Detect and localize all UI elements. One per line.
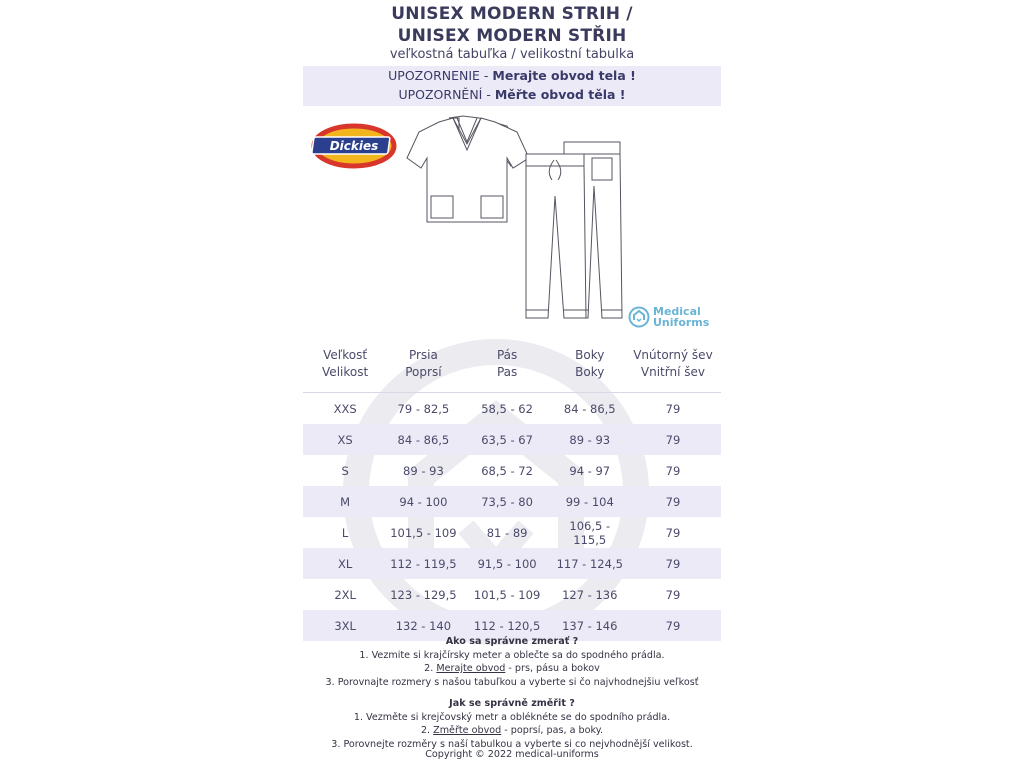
- instructions-sk-heading: Ako sa správne zmerať ?: [445, 636, 579, 647]
- pants-front-drawing: [518, 152, 598, 326]
- cell-size: 2XL: [334, 587, 356, 602]
- table-row: [303, 424, 721, 455]
- copyright: Copyright © 2022 medical-uniforms: [425, 749, 599, 760]
- cell-waist: 81 - 89: [486, 525, 528, 540]
- title-line-2: UNISEX MODERN STŘIH: [397, 26, 627, 46]
- cell-hips: 137 - 146: [555, 610, 625, 641]
- header-inseam: Vnútorný šev Vnitřní šev: [625, 336, 721, 393]
- cell-chest: 89 - 93: [403, 463, 444, 478]
- cell-inseam: 79: [665, 525, 681, 540]
- cell-waist: 101,5 - 109: [473, 587, 541, 602]
- table-row: [303, 455, 721, 486]
- medical-uniforms-logo: [628, 306, 709, 328]
- instructions-sk-step3: 3. Porovnajte rozmery s našou tabuľkou a vyberte si čo najvhodnejšiu veľkosť: [325, 676, 699, 688]
- cell-chest: 84 - 86,5: [387, 424, 459, 455]
- cell-waist: 112 - 120,5: [460, 610, 555, 641]
- size-chart-sheet: [303, 0, 721, 768]
- cell-hips: 106,5 - 115,5: [569, 518, 611, 547]
- cell-hips: 127 - 136: [562, 587, 618, 602]
- medical-uniforms-icon: [628, 306, 650, 328]
- instructions-cz-heading: Jak se správně změřit ?: [449, 698, 575, 709]
- cell-chest: 94 - 100: [387, 486, 459, 517]
- cell-size: XXS: [333, 401, 357, 416]
- instructions-cz: [303, 697, 721, 751]
- cell-inseam: 79: [665, 463, 681, 478]
- instructions-sk: [303, 635, 721, 689]
- cell-inseam: 79: [625, 424, 721, 455]
- cell-waist: 58,5 - 62: [481, 401, 533, 416]
- table-row: [303, 579, 721, 610]
- scrub-top-drawing: [405, 114, 535, 226]
- table-row: [303, 548, 721, 579]
- instructions-sk-step2: 2. Merajte obvod - prs, pásu a bokov: [424, 663, 600, 674]
- cell-hips: 84 - 86,5: [563, 401, 616, 416]
- size-table: [303, 336, 721, 641]
- warning-cz: UPOZORNĚNÍ - Měřte obvod těla !: [398, 87, 626, 102]
- cell-hips: 99 - 104: [555, 486, 625, 517]
- cell-hips: 117 - 124,5: [555, 548, 625, 579]
- dickies-logo: [311, 123, 397, 179]
- cell-waist: 91,5 - 100: [460, 548, 555, 579]
- cell-waist: 68,5 - 72: [481, 463, 533, 478]
- cell-waist: 63,5 - 67: [460, 424, 555, 455]
- header-hips: Boky Boky: [555, 336, 625, 393]
- cell-inseam: 79: [665, 401, 681, 416]
- medical-uniforms-text: Medical Uniforms: [653, 305, 710, 329]
- cell-size: 3XL: [303, 610, 387, 641]
- warning-banner: [303, 66, 721, 106]
- table-row: [303, 517, 721, 548]
- cell-inseam: 79: [625, 610, 721, 641]
- instructions-cz-step3: 3. Porovnejte rozměry s naší tabulkou a vyberte si co nejvhodnější velikost.: [331, 738, 693, 750]
- cell-inseam: 79: [625, 548, 721, 579]
- cell-waist: 73,5 - 80: [460, 486, 555, 517]
- instructions-cz-step1: 1. Vezměte si krejčovský metr a obléknéte se do spodního prádla.: [353, 711, 671, 723]
- header-waist: Pás Pas: [460, 336, 555, 393]
- cell-size: XL: [303, 548, 387, 579]
- cell-size: L: [341, 525, 349, 540]
- cell-chest: 123 - 129,5: [390, 587, 457, 602]
- table-row: [303, 393, 721, 425]
- cell-hips: 89 - 93: [555, 424, 625, 455]
- cell-inseam: 79: [665, 587, 681, 602]
- cell-chest: 132 - 140: [387, 610, 459, 641]
- cell-chest: 79 - 82,5: [397, 401, 450, 416]
- table-row: [303, 486, 721, 517]
- dickies-logo-text: Dickies: [329, 139, 379, 153]
- instructions-cz-step2: 2. Změřte obvod - poprsí, pas, a boky.: [420, 725, 604, 736]
- title-line-1: UNISEX MODERN STRIH /: [391, 4, 633, 24]
- cell-size: XS: [303, 424, 387, 455]
- cell-size: S: [341, 463, 349, 478]
- instructions-sk-step1: 1. Vezmite si krajčírsky meter a oblečte sa do spodného prádla.: [359, 649, 665, 661]
- size-table-body: [303, 393, 721, 642]
- subtitle: veľkostná tabuľka / velikostní tabulka: [389, 47, 635, 62]
- table-header-row: [303, 336, 721, 393]
- cell-chest: 101,5 - 109: [390, 525, 457, 540]
- header-size: Veľkosť Velikost: [303, 336, 387, 393]
- cell-chest: 112 - 119,5: [387, 548, 459, 579]
- cell-inseam: 79: [625, 486, 721, 517]
- header-chest: Prsia Poprsí: [387, 336, 459, 393]
- cell-hips: 94 - 97: [569, 463, 611, 478]
- cell-size: M: [303, 486, 387, 517]
- warning-sk: UPOZORNENIE - Merajte obvod tela !: [388, 68, 636, 83]
